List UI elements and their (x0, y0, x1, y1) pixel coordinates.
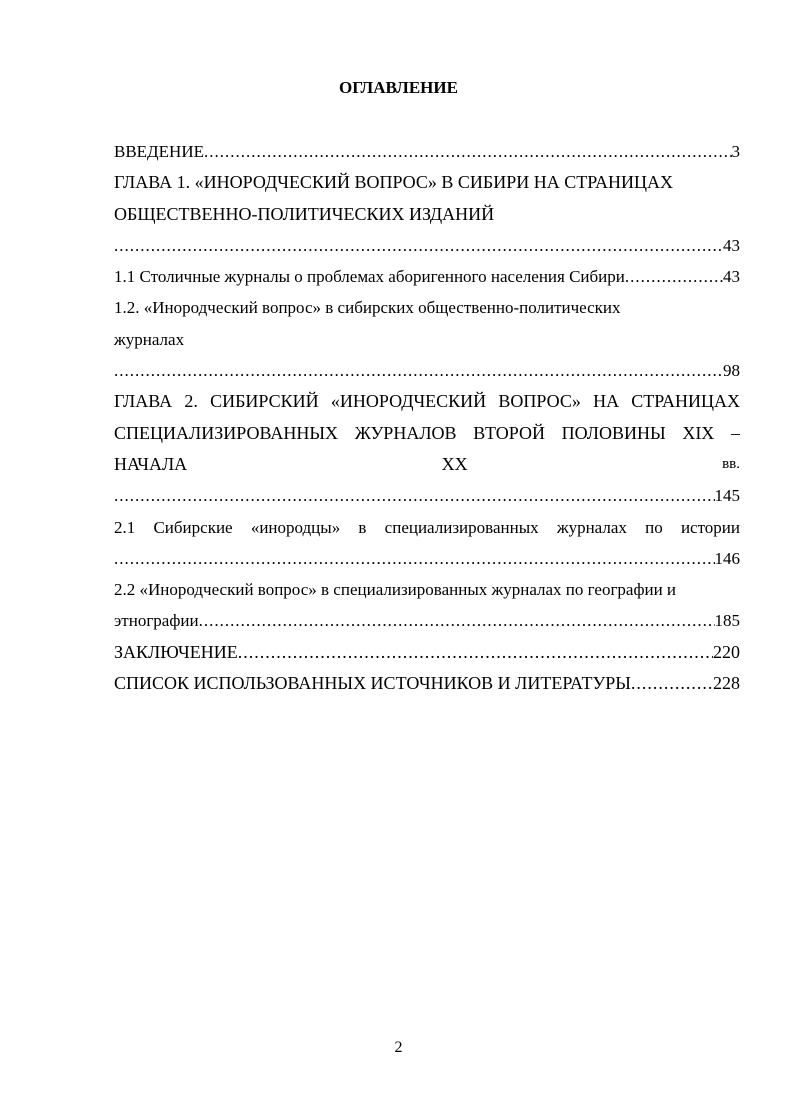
dot-leader (204, 136, 732, 167)
toc-entry-sources (114, 668, 740, 699)
toc-chapter2-leader (114, 480, 740, 511)
toc-entry-page: 98 (723, 361, 740, 381)
toc-section-2-2-line2 (114, 605, 740, 636)
justified-text: ГЛАВА 2. СИБИРСКИЙ «ИНОРОДЧЕСКИЙ ВОПРОС» НА СТРАНИЦАХ (114, 391, 740, 412)
toc-section-2-1-leader (114, 543, 740, 574)
toc-section-1-1 (114, 261, 740, 292)
page-number: 2 (394, 1039, 403, 1056)
toc-entry-page: 3 (731, 142, 740, 161)
toc-word: НАЧАЛА (114, 453, 188, 474)
toc-entry-page: 43 (723, 235, 740, 255)
dot-leader (114, 230, 723, 261)
toc-entry-page: 146 (714, 548, 740, 568)
toc-entry-title: ЗАКЛЮЧЕНИЕ (114, 641, 238, 662)
toc-entry-conclusion (114, 637, 740, 668)
toc-entry-title: 1.1 Столичные журналы о проблемах аборигенного населения Сибири (114, 267, 625, 287)
dot-leader (114, 480, 715, 511)
toc-entry-page: 228 (713, 673, 740, 694)
toc-chapter2-title-line1 (114, 386, 740, 417)
toc-section-1-2-line2: журналах (114, 329, 185, 349)
toc-entry-page: 43 (723, 267, 740, 287)
toc-section-1-2-line1: 1.2. «Инородческий вопрос» в сибирских общественно-политических (114, 298, 621, 318)
justified-text: 2.1 Сибирские «инородцы» в специализированных журналах по истории (114, 517, 740, 537)
toc-section-2-2-line1: 2.2 «Инородческий вопрос» в специализированных журналах по географии и (114, 580, 677, 600)
toc-entry-page: 145 (714, 486, 740, 506)
toc-word: XX (441, 453, 468, 474)
page-title: ОГЛАВЛЕНИЕ (339, 78, 458, 97)
toc-entry-title: ВВЕДЕНИЕ (114, 142, 204, 161)
dot-leader (625, 261, 723, 292)
dot-leader (238, 637, 713, 668)
toc-word: вв. (722, 455, 740, 472)
toc-chapter1-leader (114, 230, 740, 261)
dot-leader (114, 543, 715, 574)
toc-chapter2-title-line2 (114, 418, 740, 449)
toc-entry-page: 185 (714, 611, 740, 631)
toc-chapter1-title-line1: ГЛАВА 1. «ИНОРОДЧЕСКИЙ ВОПРОС» В СИБИРИ НА СТРАНИЦАХ (114, 172, 673, 193)
justified-text: СПЕЦИАЛИЗИРОВАННЫХ ЖУРНАЛОВ ВТОРОЙ ПОЛОВИНЫ XIX – (114, 422, 740, 443)
toc-entry-title: СПИСОК ИСПОЛЬЗОВАННЫХ ИСТОЧНИКОВ И ЛИТЕРАТУРЫ (114, 673, 631, 694)
dot-leader (114, 355, 723, 386)
table-of-contents (114, 136, 740, 699)
toc-chapter1-title-line2: ОБЩЕСТВЕННО-ПОЛИТИЧЕСКИХ ИЗДАНИЙ (114, 203, 495, 224)
dot-leader (631, 668, 713, 699)
toc-entry-intro (114, 136, 740, 167)
toc-entry-title: этнографии (114, 611, 199, 631)
dot-leader (199, 605, 715, 636)
toc-entry-page: 220 (713, 641, 740, 662)
toc-section-1-2-leader (114, 355, 740, 386)
toc-section-2-1-line1 (114, 512, 740, 543)
toc-chapter2-title-line3 (114, 449, 740, 480)
